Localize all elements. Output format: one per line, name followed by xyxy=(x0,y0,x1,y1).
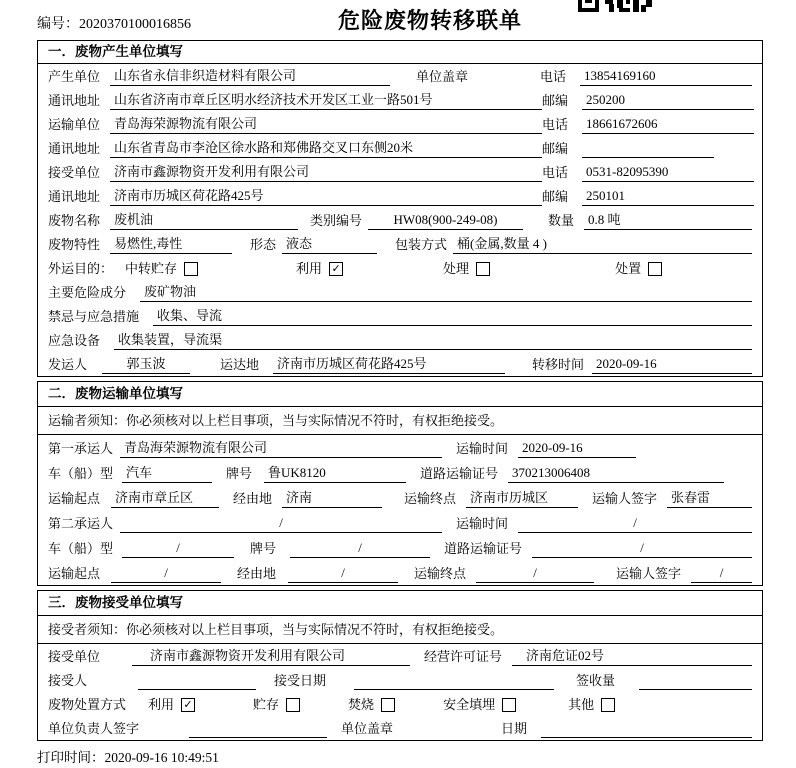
waste-name-label: 废物名称 xyxy=(48,213,101,228)
form-value: 液态 xyxy=(282,235,377,254)
receiver-value: 济南市鑫源物资开发利用有限公司 xyxy=(110,163,542,182)
date-value xyxy=(541,737,752,738)
disposal-option-label: 其他 xyxy=(568,697,595,712)
form-label: 形态 xyxy=(250,237,277,252)
seal-label: 单位盖章 xyxy=(416,69,469,84)
transporter-address-value: 山东省青岛市李沧区徐水路和郑佛路交叉口东侧20米 xyxy=(110,139,542,158)
disposal-option-label: 利用 xyxy=(148,697,175,712)
print-time xyxy=(37,746,796,766)
transporter-phone-value: 18661672606 xyxy=(582,115,754,134)
transporter-label: 运输单位 xyxy=(48,117,101,132)
transporter-zip-value xyxy=(582,157,714,158)
producer-phone-value: 13854169160 xyxy=(580,67,752,86)
carrier2-label: 第二承运人 xyxy=(48,516,114,531)
purpose-transfer-storage-checkbox xyxy=(184,262,198,276)
traits-value: 易燃性,毒性 xyxy=(110,235,232,254)
carrier1-value: 青岛海荣源物流有限公司 xyxy=(120,439,442,458)
row-acceptor xyxy=(38,668,762,692)
disposal-utilize-checkbox: ✓ xyxy=(181,698,195,712)
receiver-zip-value: 250101 xyxy=(582,187,754,206)
address-label: 通讯地址 xyxy=(48,93,101,108)
row-shipper xyxy=(38,352,762,376)
via1-value: 济南 xyxy=(282,489,382,508)
equipment-label: 应急设备 xyxy=(48,333,101,348)
permit-value: 济南危证02号 xyxy=(512,647,752,666)
row-chief-sign xyxy=(38,716,762,740)
packing-label: 包装方式 xyxy=(395,237,448,252)
partial-qr-code-icon xyxy=(578,0,652,12)
category-value: HW08(900-249-08) xyxy=(368,211,523,230)
transporter-sign-label: 运输人签字 xyxy=(616,566,682,581)
producer-label: 产生单位 xyxy=(48,69,101,84)
acceptor-value xyxy=(138,689,256,690)
transporter-sign2-value: / xyxy=(691,564,752,583)
section-producer xyxy=(37,40,763,377)
zip-label: 邮编 xyxy=(542,141,569,156)
equipment-value: 收集装置，导流渠 xyxy=(114,331,752,350)
hazard-value: 废矿物油 xyxy=(140,283,752,302)
road-permit-label: 道路运输证号 xyxy=(420,466,499,481)
row-producer-address xyxy=(38,88,762,112)
row-transporter xyxy=(38,112,762,136)
via2-value: / xyxy=(288,564,398,583)
plate-label: 牌号 xyxy=(226,466,253,481)
address-label: 通讯地址 xyxy=(48,189,101,204)
producer-address-value: 山东省济南市章丘区明水经济技术开发区工业一路501号 xyxy=(110,91,542,110)
shipper-label: 发运人 xyxy=(48,357,88,372)
zip-label: 邮编 xyxy=(542,189,569,204)
unit-seal-label: 单位盖章 xyxy=(341,721,394,736)
permit-label: 经营许可证号 xyxy=(424,649,503,664)
row-receiver-address xyxy=(38,184,762,208)
receiver-notice: 接受者须知：你必须核对以上栏目事项，当与实际情况不符时，有权拒绝接受。 xyxy=(38,616,762,644)
chief-sign-value xyxy=(189,737,327,738)
address-label: 通讯地址 xyxy=(48,141,101,156)
disposal-other-checkbox xyxy=(601,698,615,712)
terminus1-value: 济南市历城区 xyxy=(466,489,578,508)
disposal-option-label: 贮存 xyxy=(253,697,280,712)
transfer-time-value: 2020-09-16 xyxy=(592,355,752,374)
destination-value: 济南市历城区荷花路425号 xyxy=(273,355,505,374)
disposal-landfill-checkbox xyxy=(502,698,516,712)
disposal-option-label: 安全填埋 xyxy=(443,697,496,712)
acceptor-label: 接受人 xyxy=(48,673,88,688)
row-waste-name xyxy=(38,208,762,232)
sign-qty-value xyxy=(639,689,752,690)
transporter-sign1-value: 张春雷 xyxy=(667,489,752,508)
transport-time1-value: 2020-09-16 xyxy=(518,439,636,458)
producer-value: 山东省永信非织造材料有限公司 xyxy=(110,67,390,86)
terminus2-value: / xyxy=(476,564,594,583)
row-hazard xyxy=(38,280,762,304)
vehicle-label: 车（船）型 xyxy=(48,466,114,481)
road-permit-label: 道路运输证号 xyxy=(444,541,523,556)
row-vehicle1 xyxy=(38,460,762,485)
terminus-label: 运输终点 xyxy=(414,566,467,581)
accept-date-label: 接受日期 xyxy=(274,673,327,688)
packing-value: 桶(金属,数量 4 ) xyxy=(453,235,752,254)
section-receiver xyxy=(37,590,763,741)
accept-unit-label: 接受单位 xyxy=(48,649,101,664)
hazard-label: 主要危险成分 xyxy=(48,285,127,300)
transport-time-label: 运输时间 xyxy=(456,516,509,531)
purpose-label: 外运目的： xyxy=(48,261,114,276)
purpose-option-label: 中转贮存 xyxy=(125,261,178,276)
section2-title: 二．废物运输单位填写 xyxy=(38,382,762,407)
traits-label: 废物特性 xyxy=(48,237,101,252)
date-label: 日期 xyxy=(501,721,528,736)
purpose-option-label: 处置 xyxy=(615,261,642,276)
row-carrier2 xyxy=(38,510,762,535)
producer-zip-value: 250200 xyxy=(582,91,754,110)
accept-unit-value: 济南市鑫源物资开发利用有限公司 xyxy=(132,647,410,666)
disposal-storage-checkbox xyxy=(286,698,300,712)
origin-label: 运输起点 xyxy=(48,566,101,581)
terminus-label: 运输终点 xyxy=(404,491,457,506)
phone-label: 电话 xyxy=(540,69,567,84)
purpose-treat-checkbox xyxy=(476,262,490,276)
plate-label: 牌号 xyxy=(250,541,277,556)
plate1-value: 鲁UK8120 xyxy=(264,464,406,483)
quantity-value: 0.8 吨 xyxy=(584,211,752,230)
taboo-label: 禁忌与应急措施 xyxy=(48,309,140,324)
shipper-value: 郭玉波 xyxy=(102,355,190,374)
via-label: 经由地 xyxy=(237,566,277,581)
transport-time2-value: / xyxy=(518,514,752,533)
row-carrier1 xyxy=(38,435,762,460)
transporter-sign-label: 运输人签字 xyxy=(592,491,658,506)
row-route1 xyxy=(38,485,762,510)
receiver-address-value: 济南市历城区荷花路425号 xyxy=(110,187,542,206)
row-waste-traits xyxy=(38,232,762,256)
receiver-phone-value: 0531-82095390 xyxy=(582,163,754,182)
phone-label: 电话 xyxy=(542,165,569,180)
purpose-dispose-checkbox xyxy=(648,262,662,276)
row-vehicle2 xyxy=(38,535,762,560)
purpose-option-label: 处理 xyxy=(443,261,470,276)
row-disposal xyxy=(38,692,762,716)
row-receiver xyxy=(38,160,762,184)
section3-title: 三．废物接受单位填写 xyxy=(38,591,762,616)
road-permit1-value: 370213006408 xyxy=(508,464,724,483)
origin2-value: / xyxy=(111,564,221,583)
page-title: 危险废物转移联单 xyxy=(338,8,523,33)
vehicle-label: 车（船）型 xyxy=(48,541,114,556)
disposal-label: 废物处置方式 xyxy=(48,697,127,712)
origin-label: 运输起点 xyxy=(48,491,101,506)
quantity-label: 数量 xyxy=(548,213,575,228)
row-producer xyxy=(38,64,762,88)
row-purpose xyxy=(38,256,762,280)
via-label: 经由地 xyxy=(233,491,273,506)
row-route2 xyxy=(38,560,762,585)
accept-date-value xyxy=(354,689,554,690)
sign-qty-label: 签收量 xyxy=(576,673,616,688)
section1-title: 一．废物产生单位填写 xyxy=(38,41,762,64)
zip-label: 邮编 xyxy=(542,93,569,108)
receiver-label: 接受单位 xyxy=(48,165,101,180)
carrier2-value: / xyxy=(120,514,442,533)
print-time-value: 2020-09-16 10:49:51 xyxy=(104,750,219,765)
taboo-value: 收集、导流 xyxy=(153,307,752,326)
vehicle1-value: 汽车 xyxy=(122,464,212,483)
row-equipment xyxy=(38,328,762,352)
transport-time-label: 运输时间 xyxy=(456,441,509,456)
waste-name-value: 废机油 xyxy=(110,211,298,230)
doc-number-value: 2020370100016856 xyxy=(79,17,191,32)
section-transporter xyxy=(37,381,763,586)
row-transporter-address xyxy=(38,136,762,160)
doc-number xyxy=(37,13,191,33)
purpose-utilize-checkbox: ✓ xyxy=(329,262,343,276)
phone-label: 电话 xyxy=(542,117,569,132)
transporter-value: 青岛海荣源物流有限公司 xyxy=(110,115,542,134)
disposal-incinerate-checkbox xyxy=(381,698,395,712)
vehicle2-value: / xyxy=(122,539,234,558)
carrier1-label: 第一承运人 xyxy=(48,441,114,456)
row-taboo xyxy=(38,304,762,328)
doc-number-label: 编号： xyxy=(37,17,79,32)
purpose-option-label: 利用 xyxy=(296,261,323,276)
disposal-option-label: 焚烧 xyxy=(348,697,375,712)
origin1-value: 济南市章丘区 xyxy=(111,489,219,508)
category-label: 类别编号 xyxy=(310,213,363,228)
road-permit2-value: / xyxy=(532,539,752,558)
row-accept-unit xyxy=(38,644,762,668)
print-time-label: 打印时间： xyxy=(37,750,105,765)
transfer-time-label: 转移时间 xyxy=(532,357,585,372)
plate2-value: / xyxy=(290,539,430,558)
transporter-notice: 运输者须知：你必须核对以上栏目事项，当与实际情况不符时，有权拒绝接受。 xyxy=(38,407,762,435)
destination-label: 运达地 xyxy=(220,357,260,372)
chief-sign-label: 单位负责人签字 xyxy=(48,721,140,736)
